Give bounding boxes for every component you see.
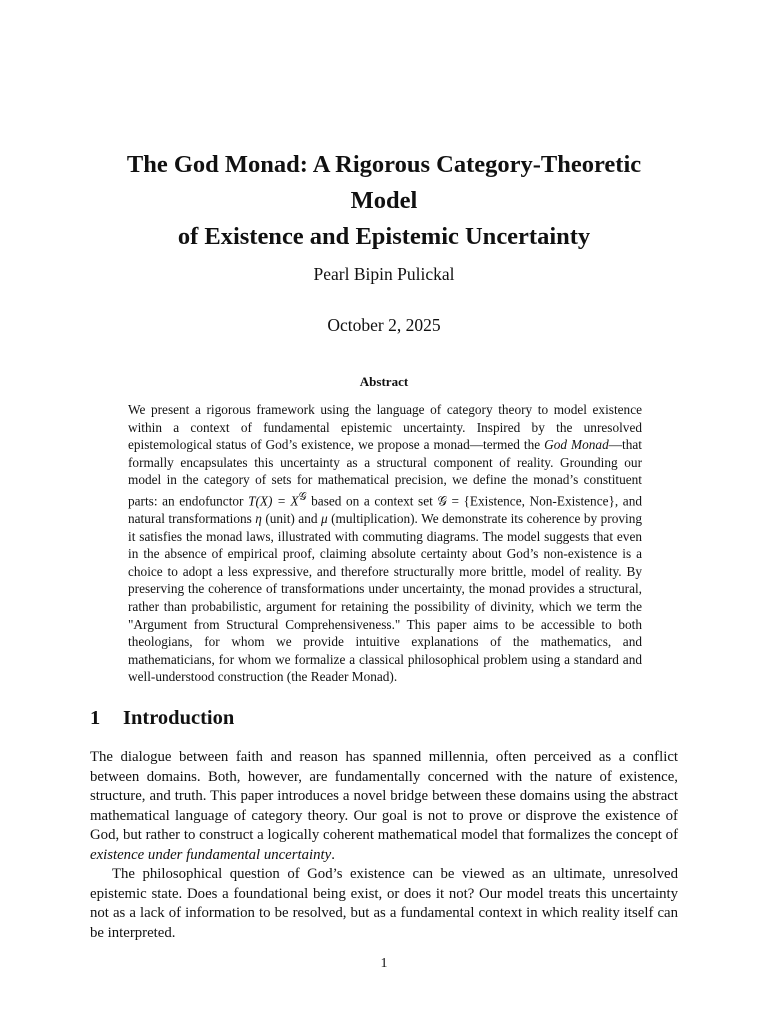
paper-title [90,147,678,255]
paragraph-1 [90,748,678,865]
abstract-text-5: (unit) and [261,510,321,526]
author-name: Pearl Bipin Pulickal [313,264,455,284]
abstract-term: God Monad [544,437,609,453]
abstract-body [128,401,642,686]
section-title: Introduction [123,707,235,729]
paragraph-1-emphasis: existence under fundamental uncertainty [90,846,332,863]
abstract-text-6: (multiplication). We demonstrate its coherence by proving it satisfies the monad laws, illustrated with commuting diagrams. The model suggests that even in the absence of empirical proof, claiming absolute certainty about God’s non-existence is a choice to adopt a less expressive, and therefore structurally more brittle, model of reality. By preserving the coherence of transformations under uncertainty, the monad provides a structural, rather than probabilistic, argument for retaining the possibility of divinity, which we term the "Argument from Structural Comprehensiveness." This paper aims to be accessible to both theologians, for whom we provide intuitive explanations of the mathematics, and mathematicians, for whom we formalize a classical philosophical problem using a standard and well-understood construction (the Reader Monad). [128,510,642,685]
section-number: 1 [90,707,101,729]
paragraph-1-text: The dialogue between faith and reason has spanned millennia, often perceived as a conflict between domains. Both, however, are fundamentally concerned with the nature of existence, structure, and truth. This paper introduces a novel bridge between these domains using the abstract mathematical language of category theory. Our goal is not to prove or disprove the existence of God, but rather to construct a logically coherent mathematical model that formalizes the concept of [90,749,678,843]
paragraph-2: The philosophical question of God’s existence can be viewed as an ultimate, unresolved epistemic state. Does a foundational being exist, or does it not? Our model treats this uncertainty not as a lack of information to be resolved, but as a fundamental context in which reality itself can be interpreted. [90,866,678,941]
title-line-1: The God Monad: A Rigorous Category-Theoretic [126,151,642,178]
abstract-eta: η [255,510,262,526]
abstract-functor: T(X) = X [248,493,299,509]
abstract-text-1: We present a rigorous framework using the language of category theory to model existence within a context of fundamental epistemic uncertainty. Inspired by the unresolved epistemological status of God’s existence, we propose a monad—termed the [128,402,642,453]
paragraph-1-end: . [331,846,335,863]
abstract-text-2: —that formally encapsulates this uncertainty as a structural component of reality. Grounding our model in the category of sets for mathematical precision, we define the monad’s constituent parts: an endofunctor [128,437,642,509]
page-number: 1 [380,956,388,971]
abstract-text-4: , and natural transformations [128,493,642,526]
section-body [90,748,678,943]
publication-date: October 2, 2025 [327,315,441,335]
abstract-context-set: 𝒢 = {Existence, Non-Existence} [437,493,615,509]
abstract-mu: μ [320,510,328,526]
title-line-3: of Existence and Epistemic Uncertainty [177,223,591,250]
section-heading [90,707,234,730]
abstract-functor-exponent: 𝒢 [298,490,307,503]
abstract-text-3: based on a context set [306,493,438,509]
abstract-heading: Abstract [359,374,409,389]
title-line-2: Model [350,187,418,214]
